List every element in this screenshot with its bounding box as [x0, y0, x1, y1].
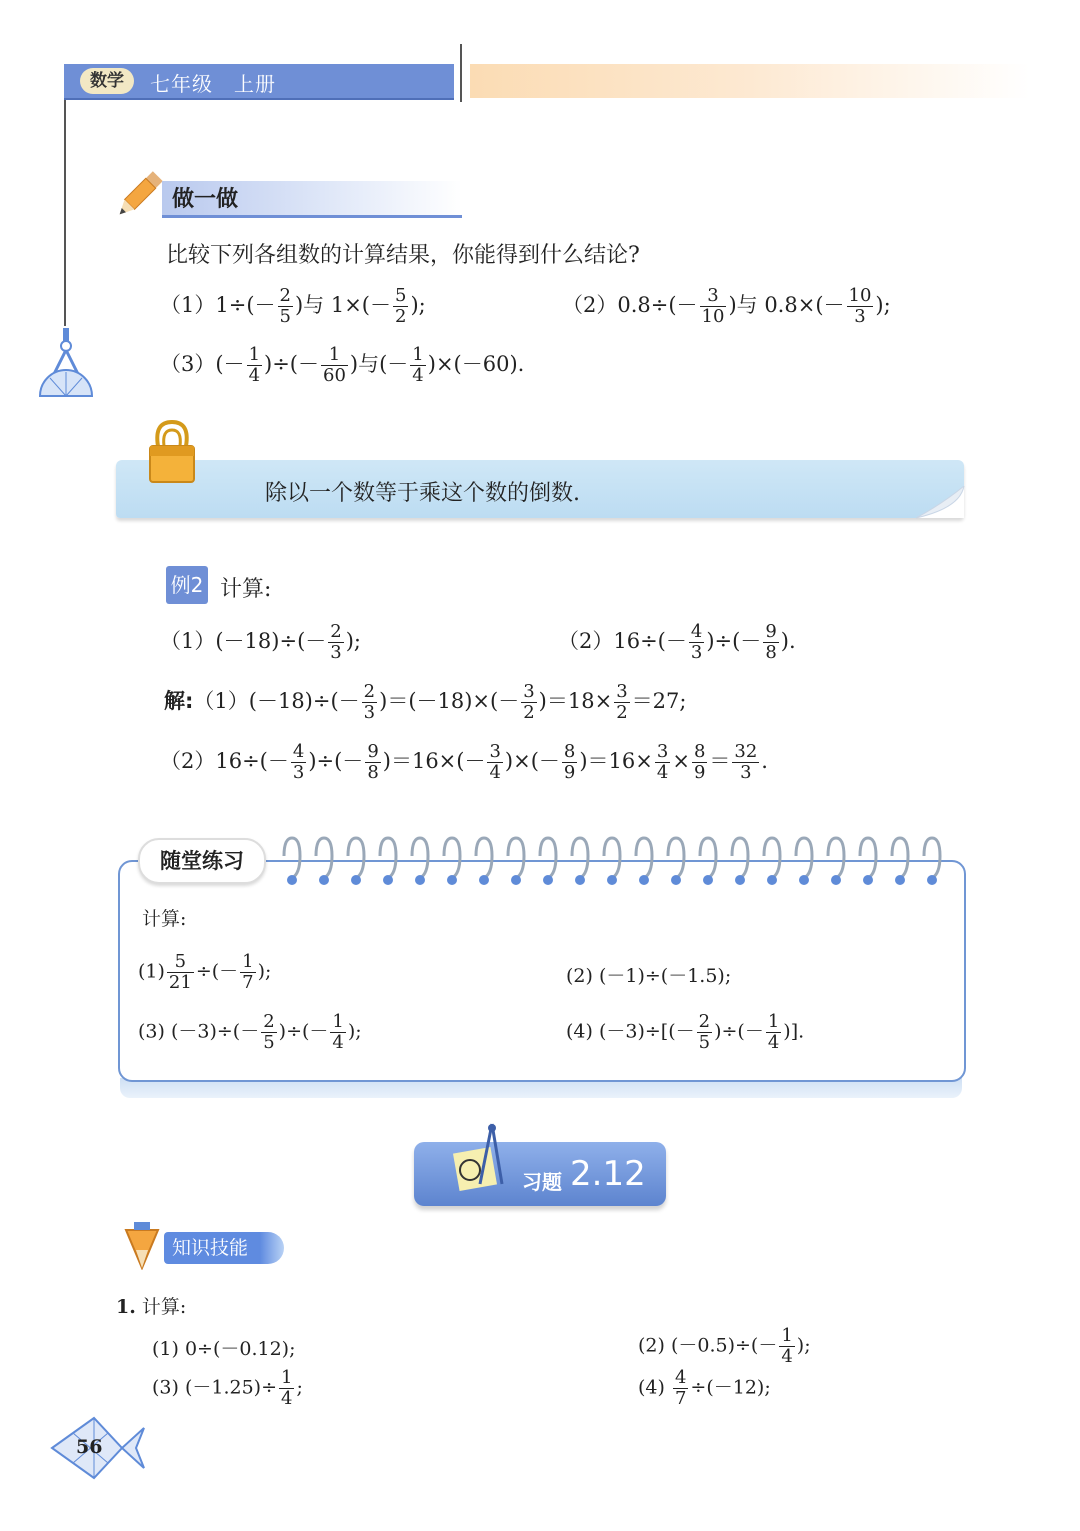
notebook-hole	[511, 875, 521, 885]
fraction: $\frac{5}{2}$	[395, 285, 407, 327]
section-badge: 知识技能	[164, 1232, 284, 1264]
notebook-ring	[604, 838, 620, 878]
notebook-hole	[543, 875, 553, 885]
notebook-hole	[671, 875, 681, 885]
fraction: $\frac{2}{3}$	[363, 681, 376, 723]
notebook-ring	[636, 838, 652, 878]
fraction: $\frac{2}{5}$	[263, 1011, 275, 1053]
fraction: $\frac{1}{4}$	[412, 344, 424, 386]
notebook-ring	[668, 838, 684, 878]
notebook-hole	[831, 875, 841, 885]
notebook-ring	[540, 838, 556, 878]
notebook-hole	[287, 875, 297, 885]
fraction: $\frac{4}{3}$	[292, 741, 305, 783]
practice-item-1: (1) $\frac{5}{21}$ ÷(－ $\frac{1}{7}$ );	[138, 951, 272, 993]
fraction: $\frac{3}{2}$	[523, 681, 535, 723]
conclusion-text: 除以一个数等于乘这个数的倒数.	[265, 481, 580, 506]
fraction: $\frac{8}{9}$	[563, 741, 576, 783]
fraction: $\frac{10}{3}$	[848, 285, 872, 327]
fraction: $\frac{1}{4}$	[281, 1367, 293, 1409]
practice-item-2: (2) (－1)÷(－1.5);	[566, 965, 732, 987]
notebook-ring	[732, 838, 748, 878]
subject-badge: 数学	[80, 68, 134, 94]
notebook-ring	[764, 838, 780, 878]
notebook-hole	[639, 875, 649, 885]
notebook-ring	[572, 838, 588, 878]
fraction: $\frac{3}{4}$	[489, 741, 501, 783]
notebook-hole	[351, 875, 361, 885]
example-prompt: 计算:	[220, 577, 272, 602]
notebook-ring	[348, 838, 364, 878]
practice-prompt: 计算:	[142, 908, 187, 930]
binder-clip-icon	[144, 420, 200, 490]
notebook-hole	[607, 875, 617, 885]
fraction: $\frac{1}{7}$	[242, 951, 254, 993]
exercise-item-4: (4) $\frac{4}{7}$ ÷(－12);	[638, 1367, 771, 1409]
practice-tab: 随堂练习	[138, 838, 266, 884]
notebook-hole	[767, 875, 777, 885]
fraction: $\frac{2}{3}$	[330, 621, 342, 663]
notebook-hole	[863, 875, 873, 885]
example-badge: 例2	[166, 566, 208, 604]
fraction: $\frac{2}{5}$	[698, 1011, 711, 1053]
notebook-ring	[284, 838, 300, 878]
header-gradient	[470, 64, 1030, 98]
fraction: $\frac{9}{8}$	[367, 741, 379, 783]
notebook-ring	[380, 838, 396, 878]
fraction: $\frac{2}{5}$	[279, 285, 291, 327]
example-question-2: （2）16÷(－ $\frac{4}{3}$ )÷(－ $\frac{9}{8}$ ).	[558, 621, 796, 663]
notebook-ring	[892, 838, 908, 878]
notebook-hole	[703, 875, 713, 885]
page-curl	[912, 486, 966, 520]
practice-item-3: (3) (－3)÷(－ $\frac{2}{5}$ )÷(－ $\frac{1}{4}$ );	[138, 1011, 362, 1053]
exercise-item-3: (3) (－1.25)÷ $\frac{1}{4}$ ;	[152, 1367, 303, 1409]
notebook-rings	[280, 834, 960, 890]
notebook-ring	[508, 838, 524, 878]
exercise-number: 2.12	[570, 1154, 646, 1194]
notebook-ring	[860, 838, 876, 878]
page-number: 56	[76, 1436, 103, 1458]
fraction: $\frac{5}{21}$	[168, 951, 192, 993]
notebook-hole	[927, 875, 937, 885]
notebook-ring	[924, 838, 940, 878]
fraction: $\frac{8}{9}$	[693, 741, 706, 783]
exercise-question-1: 1. 计算:	[116, 1296, 187, 1318]
notebook-hole	[415, 875, 425, 885]
exercise-label: 习题	[522, 1170, 562, 1194]
notebook-hole	[895, 875, 905, 885]
solution-label: 解:	[164, 689, 194, 713]
notebook-hole	[383, 875, 393, 885]
notebook-hole	[799, 875, 809, 885]
book-title: 七年级 上册	[150, 72, 276, 96]
compass-icon	[36, 328, 96, 400]
try-item-3: （3）(－ $\frac{1}{4}$ )÷(－ $\frac{1}{60}$ )与(－ $\frac{1}{4}$ )×(－60).	[160, 344, 525, 386]
fraction: $\frac{3}{2}$	[616, 681, 628, 723]
notebook-ring	[828, 838, 844, 878]
fraction: $\frac{3}{4}$	[656, 741, 669, 783]
header-divider	[460, 44, 462, 102]
notebook-ring	[476, 838, 492, 878]
notebook-ring	[412, 838, 428, 878]
notebook-hole	[735, 875, 745, 885]
notebook-ring	[316, 838, 332, 878]
fraction: $\frac{1}{4}$	[781, 1325, 793, 1367]
fraction: $\frac{4}{7}$	[674, 1367, 687, 1409]
practice-item-4: (4) (－3)÷[(－ $\frac{2}{5}$ )÷(－ $\frac{1}{4}$ )].	[566, 1011, 805, 1053]
try-item-2: （2）0.8÷(－ $\frac{3}{10}$ )与 0.8×(－ $\frac{10}{3}$ );	[562, 285, 891, 327]
notebook-hole	[319, 875, 329, 885]
try-item-1: （1）1÷(－ $\frac{2}{5}$ )与 1×(－ $\frac{5}{2}$ );	[160, 285, 426, 327]
notebook-ring	[700, 838, 716, 878]
fraction: $\frac{1}{4}$	[248, 344, 261, 386]
triangle-compass-icon	[440, 1120, 520, 1200]
fraction: $\frac{32}{3}$	[734, 741, 758, 783]
notebook-hole	[575, 875, 585, 885]
pencil-tip-icon	[122, 1220, 162, 1270]
solution-2: （2）16÷(－ $\frac{4}{3}$ )÷(－ $\frac{9}{8}$ )＝16×(－ $\frac{3}{4}$ )×(－ $\frac{8}{9}$ )＝16× $\frac{3}{4}$ × $\frac{8}{9}$ ＝ $\frac{32}{3}$ .	[160, 741, 768, 783]
fraction: $\frac{1}{4}$	[332, 1011, 344, 1053]
notebook-ring	[796, 838, 812, 878]
exercise-item-2: (2) (－0.5)÷(－ $\frac{1}{4}$ );	[638, 1325, 811, 1367]
example-question-1: （1）(－18)÷(－ $\frac{2}{3}$ );	[160, 621, 361, 663]
fraction: $\frac{3}{10}$	[701, 285, 725, 327]
pencil-icon	[112, 170, 164, 222]
notebook-ring	[444, 838, 460, 878]
try-title: 做一做	[172, 187, 239, 212]
try-question: 比较下列各组数的计算结果，你能得到什么结论?	[166, 243, 640, 268]
margin-rule	[64, 100, 66, 326]
notebook-hole	[479, 875, 489, 885]
notebook-hole	[447, 875, 457, 885]
solution-1: 解:（1）(－18)÷(－ $\frac{2}{3}$ )＝(－18)×(－ $\frac{3}{2}$ )＝18× $\frac{3}{2}$ ＝27;	[164, 681, 687, 723]
fraction: $\frac{1}{4}$	[767, 1011, 780, 1053]
fraction: $\frac{9}{8}$	[765, 621, 777, 663]
fraction: $\frac{4}{3}$	[690, 621, 703, 663]
fraction: $\frac{1}{60}$	[323, 344, 346, 386]
exercise-item-1: (1) 0÷(－0.12);	[152, 1338, 296, 1360]
